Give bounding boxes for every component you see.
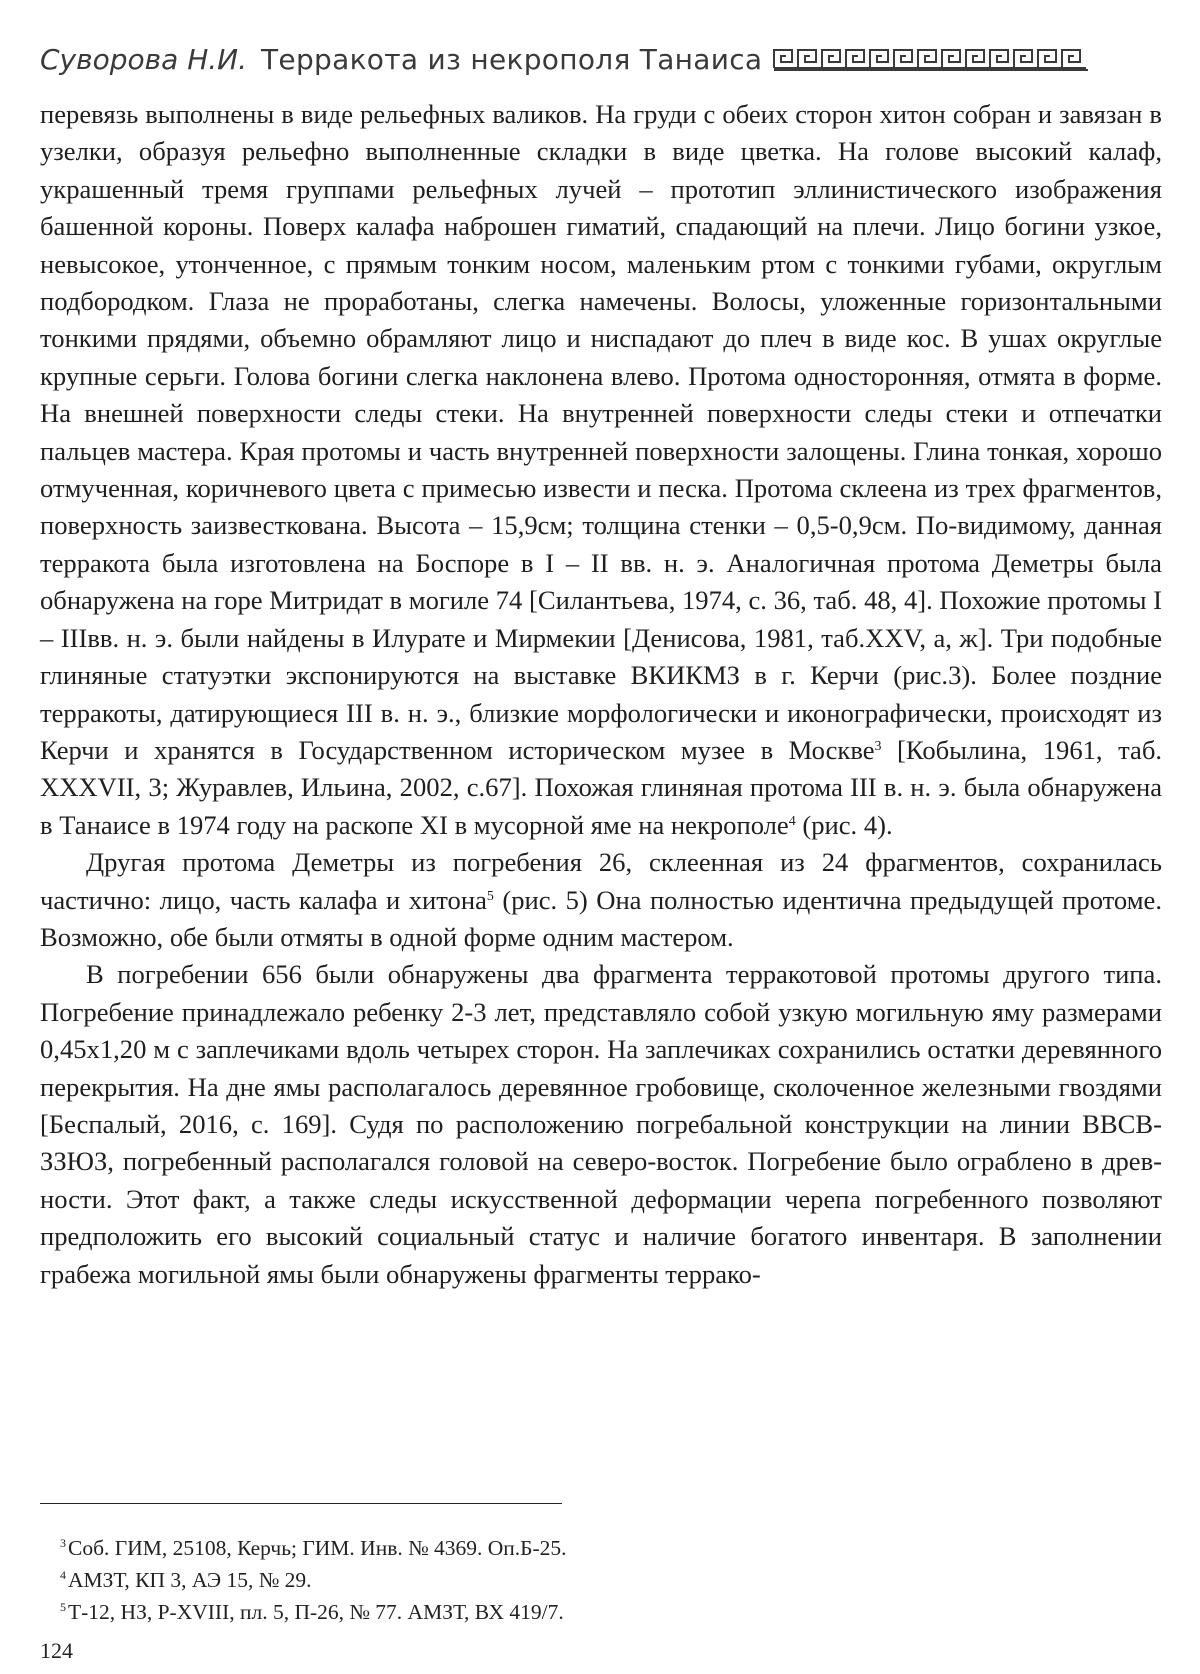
paragraph-text: Другая протома Деметры из погребения 26, склеенная из 24 фрагментов, сохранилась частично: лицо, часть калафа и хитона — [40, 847, 1162, 915]
footnote-text: Соб. ГИМ, 25108, Керчь; ГИМ. Инв. № 4369. Оп.Б-25. — [68, 1536, 567, 1560]
running-header — [40, 36, 1162, 82]
paragraph-text: В погребении 656 были обнаружены два фрагмента терракотовой протомы другого типа. Погребение принадлежало ребенку 2-3 лет, представляло собой узкую могильную яму размерами 0,45x1,20 м с заплечиками вдоль четырех сторон. На заплечиках сохранились остатки деревянного перекрытия. На дне ямы располагалось деревянное гробовище, сколоченное железными гвоздями [Беспалый, 2016, с. 169]. Судя по расположению погребальной конструкции на линии ВВСВ-ЗЗЮЗ, погребенный располагался головой на северо-восток. Погребение было ограблено в древности. Этот факт, а также следы искусственной деформации черепа погребенного позволяют предположить его высокий социальный статус и наличие богатого инвентаря. В заполнении грабежа могильной ямы были обнаружены фрагменты террако- — [40, 959, 1162, 1289]
footnote-text: Т-12, НЗ, Р-XVIII, пл. 5, П-26, № 77. АМЗТ, ВХ 419/7. — [68, 1600, 564, 1624]
footnote — [60, 1564, 1140, 1596]
footnote-reference: 3 — [874, 738, 882, 754]
paragraph-text: [Кобылина, 1961, таб. XXXVII, 3; Журавлев, Ильина, 2002, с.67]. Похожая глиняная протома III в. н. э. была обнаружена в Танаисе в 1974 году на раскопе XI в мусорной яме на некрополе — [40, 734, 1162, 840]
paragraph-text: перевязь выполнены в виде рельефных валиков. На груди с обеих сторон хитон собран и завязан в узелки, образуя рельефно выполненные складки в виде цветка. На голове высокий калаф, украшенный тремя группами рельефных лучей – прототип эллинистического изображения башенной короны. Поверх калафа наброшен гиматий, спадающий на плечи. Лицо богини узкое, невысокое, утонченное, с прямым тонким носом, маленьким ртом с тонкими губами, округлым подбородком. Глаза не проработаны, слегка намечены. Волосы, уложенные горизонтальными тонкими прядями, объемно обрамляют лицо и ниспадают до плеч в виде кос. В ушах округлые крупные серьги. Голова богини слегка наклонена влево. Протома односторонняя, отмята в форме. На внешней поверхности следы стеки. На внутренней поверхности следы стеки и отпечатки пальцев мастера. Края протомы и часть внутренней поверхности залощены. Глина тонкая, хорошо отмученная, коричневого цвета с примесью извести и песка. Протома склеена из трех фрагментов, поверхность заизвесткована. Высота – 15,9см; толщина стенки – 0,5-0,9см. По-видимому, данная терракота была изготовлена на Боспоре в I – II вв. н. э. Аналогичная протома Деметры была обнаружена на горе Митридат в могиле 74 [Силантьева, 1974, с. 36, таб. 48, 4]. Похожие протомы I – IIIвв. н. э. были найдены в Илурате и Мирмекии [Денисова, 1981, таб.XXV, а, ж]. Три подобные глиняные статуэтки экспонируются на выставке ВКИКМЗ в г. Керчи (рис.3). Более поздние терракоты, датирующиеся III в. н. э., близкие морфологически и иконографически, происходят из Керчи и хранятся в Государственном историческом музее в Москве — [40, 99, 1162, 765]
body-text — [40, 96, 1162, 1293]
footnote-reference: 5 — [486, 888, 494, 904]
footnote-text: АМЗТ, КП 3, АЭ 15, № 29. — [68, 1568, 312, 1592]
page-number: 124 — [40, 1638, 73, 1663]
paragraph — [40, 844, 1162, 956]
footnote-number: 5 — [60, 1600, 66, 1614]
footnotes — [60, 1532, 1140, 1628]
footnote-reference: 4 — [788, 813, 796, 829]
footnote-separator — [40, 1503, 562, 1504]
footnote — [60, 1596, 1140, 1628]
paragraph — [40, 956, 1162, 1293]
paragraph-text: (рис. 5) Она полностью идентична предыдущей протоме. Возможно, обе были отмяты в одной форме одним мастером. — [40, 884, 1162, 952]
header-title: Терракота из некрополя Танаиса — [261, 42, 763, 76]
footnote — [60, 1532, 1140, 1564]
paragraph-text: (рис. 4). — [795, 809, 893, 840]
paragraph — [40, 96, 1162, 844]
footnote-number: 3 — [60, 1536, 66, 1550]
greek-meander-ornament-icon — [772, 46, 1090, 72]
header-author: Суворова Н.И. — [40, 42, 248, 76]
footnote-number: 4 — [60, 1568, 66, 1582]
